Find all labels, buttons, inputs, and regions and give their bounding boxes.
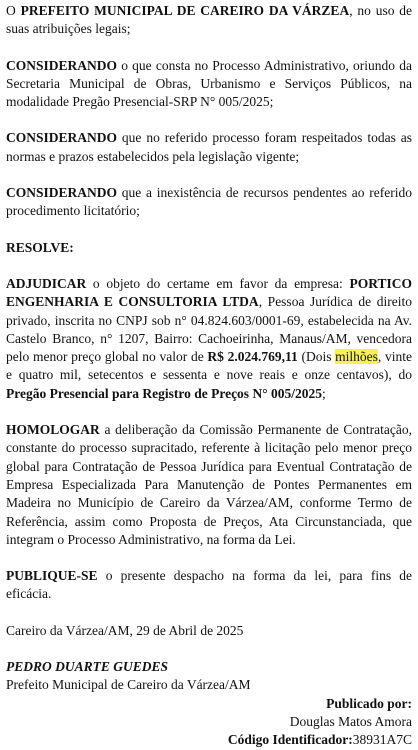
- considering-keyword: CONSIDERANDO: [6, 185, 118, 201]
- identifier-line: Código Identificador:38931A7C: [227, 732, 412, 748]
- considering-text: que no referido processo foram respeitados todas as normas e prazos estabelecidos pela legislação vigente;: [6, 130, 412, 164]
- considering-keyword: CONSIDERANDO: [6, 57, 118, 73]
- considering-paragraph-3: [6, 184, 412, 221]
- opening-lead: O: [6, 3, 21, 18]
- publish-paragraph: PUBLIQUE-SE o presente despacho na forma da lei, para fins de eficácia.: [6, 568, 412, 602]
- considering-paragraph-2: [6, 129, 412, 166]
- publisher-name: Douglas Matos Amora: [289, 713, 412, 729]
- identifier-code: 38931A7C: [352, 732, 412, 748]
- published-by-label: Publicado por:: [326, 695, 412, 711]
- considering-text: que a inexistência de recursos pendentes ao referido procedimento licitatório;: [6, 185, 412, 219]
- publish-keyword: PUBLIQUE-SE: [6, 568, 98, 584]
- homologate-keyword: HOMOLOGAR: [6, 422, 100, 438]
- homologate-paragraph: HOMOLOGAR a deliberação da Comissão Permanente de Contratação, constante do processo supracitado, referente à licitação pelo menor preço global para Contratação de Pessoa Jurídica para Eventual Contratação de Empresa Especializada Para Manutenção de Pontes Permanentes em Madeira no Município de Careiro da Várzea/AM, conforme Termo de Referência, assim como Proposta de Preços, Ata Circunstanciada, que integram o Processo Administrativo, na forma da Lei.: [6, 422, 412, 547]
- contract-value: R$ 2.024.769,11: [207, 349, 298, 365]
- auction-reference: Pregão Presencial para Registro de Preços N° 005/2025: [6, 385, 322, 401]
- company-name: PORTICO ENGENHARIA E CONSULTORIA LTDA: [6, 275, 412, 310]
- signatory-role: Prefeito Municipal de Careiro da Várzea/AM: [6, 677, 251, 693]
- considering-text: o que consta no Processo Administrativo, oriundo da Secretaria Municipal de Obras, Urbanismo e Serviços Públicos, na modalidade Pregão Presencial-SRP N° 005/2025;: [6, 57, 412, 110]
- mayor-title: PREFEITO MUNICIPAL DE CAREIRO DA VÁRZEA: [20, 3, 350, 18]
- opening-paragraph: [6, 2, 412, 39]
- considering-paragraph-1: [6, 57, 412, 112]
- highlighted-word: milhões: [335, 349, 378, 365]
- opening-rest: , no uso de suas atribuições legais;: [6, 3, 413, 37]
- resolve-heading: RESOLVE:: [6, 239, 74, 255]
- adjudicate-paragraph: ADJUDICAR o objeto do certame em favor da empresa: PORTICO ENGENHARIA E CONSULTORIA LTDA, Pessoa Jurídica de direito privado, inscrita no CNPJ sob n° 04.824.603/0001-69, estabelecida na Av. Castelo Branco, n° 1207, Bairro: Cachoeirinha, Manaus/AM, vencedora pelo menor preço global no valor de R$ 2.024.769,11 (Dois milhões, vinte e quatro mil, setecentos e sessenta e nove reais e onze centavos), do Pregão Presencial para Registro de Preços N° 005/2025;: [6, 275, 413, 401]
- adjudicate-keyword: ADJUDICAR: [6, 275, 87, 291]
- considering-keyword: CONSIDERANDO: [6, 130, 118, 146]
- date-line: Careiro da Várzea/AM, 29 de Abril de 2025: [6, 622, 244, 638]
- signatory-name: PEDRO DUARTE GUEDES: [6, 659, 169, 675]
